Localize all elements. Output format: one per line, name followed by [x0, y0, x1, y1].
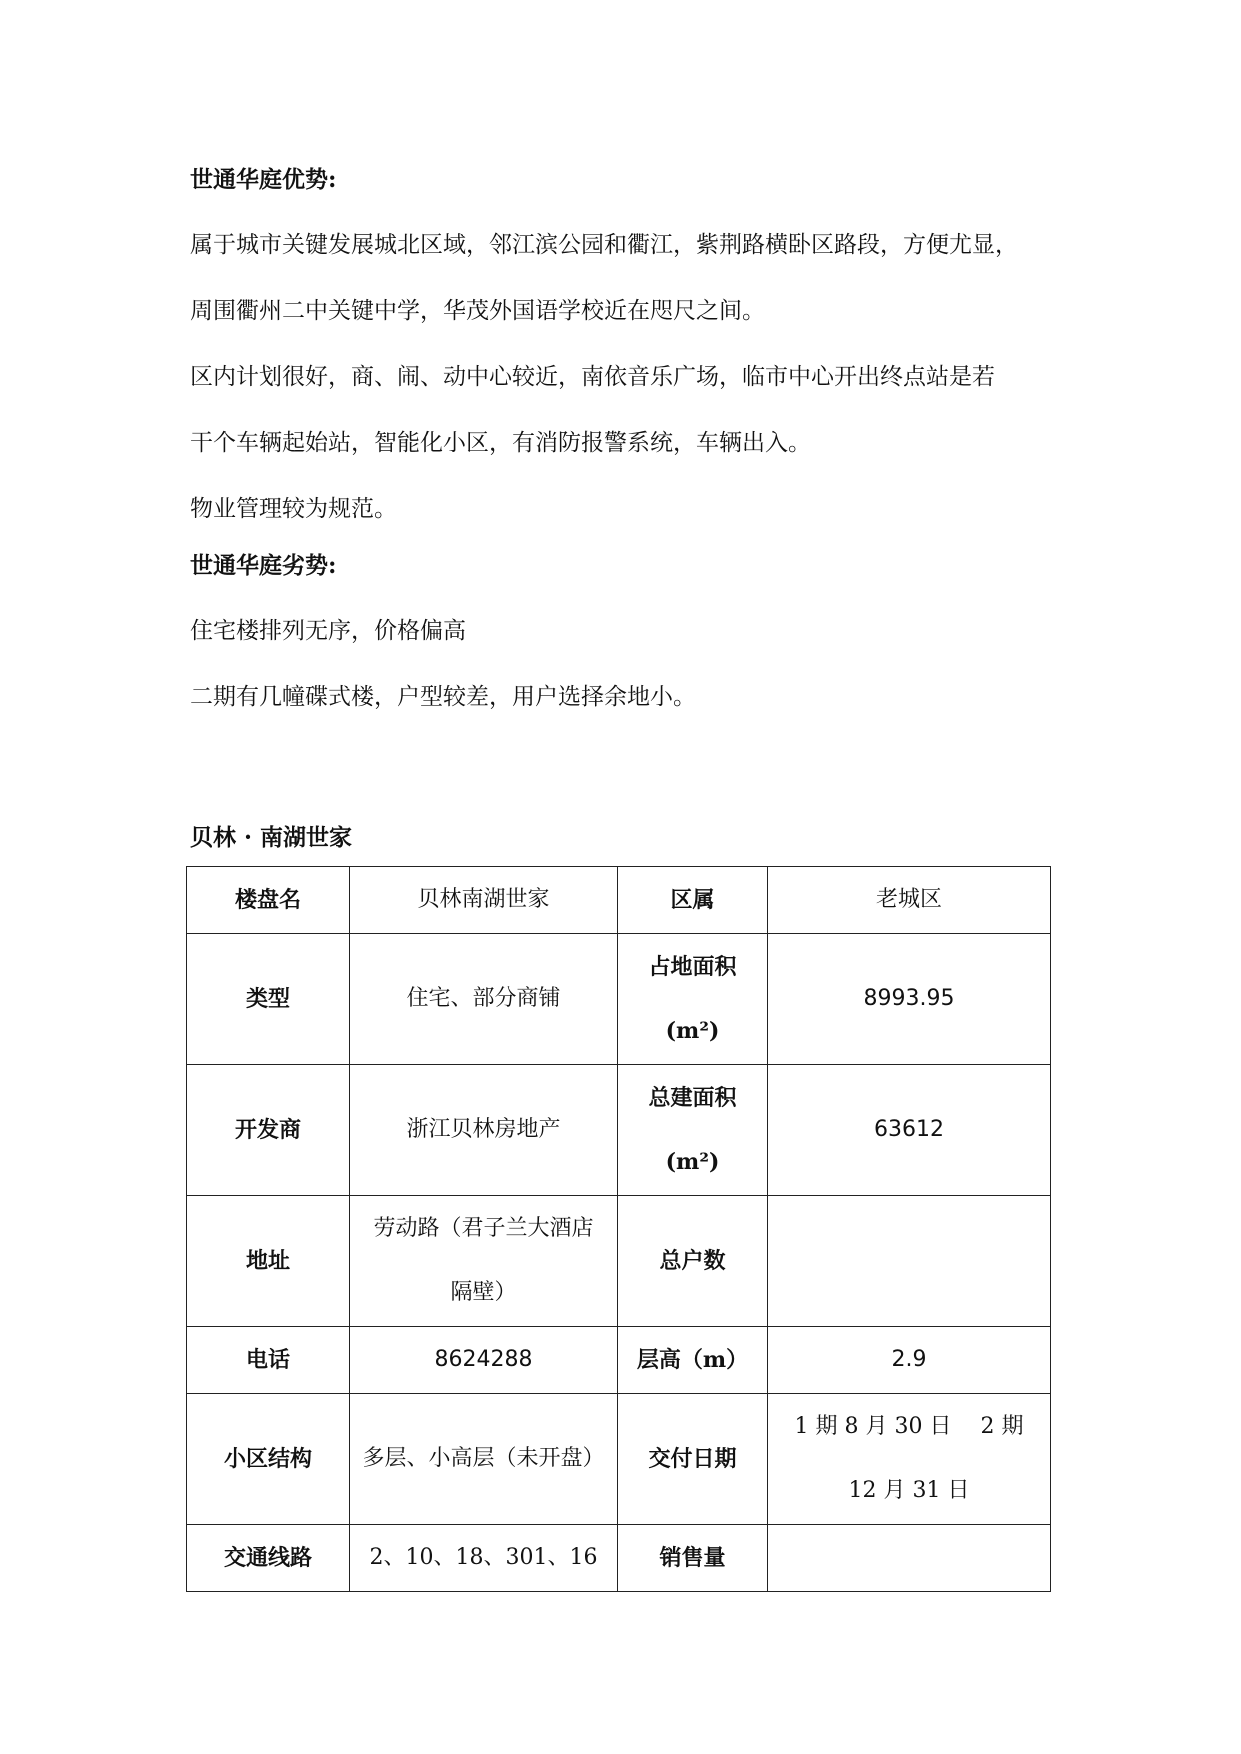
label-cell: 层高（m）: [618, 1327, 768, 1394]
label-cell: [618, 1065, 768, 1196]
advantage-paragraph: 周围衢州二中关键中学，华茂外国语学校近在咫尺之间。: [190, 298, 765, 324]
value-line: 12 月 31 日: [848, 1478, 970, 1503]
value-cell: [768, 1525, 1051, 1592]
disadvantage-paragraph: 住宅楼排列无序，价格偏高: [190, 618, 466, 644]
label-cell: 楼盘名: [187, 867, 350, 934]
table-row: [187, 1327, 1051, 1394]
value-cell: 2、10、18、301、16: [350, 1525, 618, 1592]
advantage-paragraph: 物业管理较为规范。: [190, 496, 397, 522]
value-line: 劳动路（君子兰大酒店: [373, 1216, 594, 1241]
disadvantage-paragraph: 二期有几幢碟式楼，户型较差，用户选择余地小。: [190, 684, 696, 710]
label-line: 总建面积: [648, 1085, 737, 1111]
value-cell: 2.9: [768, 1327, 1051, 1394]
value-cell: 住宅、部分商铺: [350, 934, 618, 1065]
value-cell: 多层、小高层（未开盘）: [350, 1394, 618, 1525]
value-cell: 8993.95: [768, 934, 1051, 1065]
value-cell: 浙江贝林房地产: [350, 1065, 618, 1196]
value-cell: 8624288: [350, 1327, 618, 1394]
value-cell: [768, 1394, 1051, 1525]
advantage-paragraph: 区内计划很好，商、闹、动中心较近，南依音乐广场，临市中心开出终点站是若: [190, 364, 995, 390]
project-info-table: [186, 866, 1051, 1592]
advantage-paragraph: 干个车辆起始站，智能化小区，有消防报警系统，车辆出入。: [190, 430, 811, 456]
table-row: [187, 934, 1051, 1065]
value-line: 1 期 8 月 30 日 2 期: [794, 1414, 1024, 1439]
label-line: 占地面积: [648, 954, 737, 980]
label-cell: 地址: [187, 1196, 350, 1327]
advantage-heading: 世通华庭优势:: [190, 166, 337, 193]
label-cell: 总户数: [618, 1196, 768, 1327]
project-title: 贝林 · 南湖世家: [190, 824, 353, 851]
label-cell: 小区结构: [187, 1394, 350, 1525]
label-cell: 交付日期: [618, 1394, 768, 1525]
table-row: [187, 1394, 1051, 1525]
table-row: [187, 1525, 1051, 1592]
label-cell: 开发商: [187, 1065, 350, 1196]
value-cell: 老城区: [768, 867, 1051, 934]
label-cell: 类型: [187, 934, 350, 1065]
label-unit: (m²): [665, 1149, 720, 1175]
table-row: [187, 867, 1051, 934]
content-area: [190, 166, 1070, 730]
label-cell: [618, 934, 768, 1065]
label-cell: 电话: [187, 1327, 350, 1394]
label-cell: 区属: [618, 867, 768, 934]
advantage-paragraph: 属于城市关键发展城北区域，邻江滨公园和衢江，紫荆路横卧区路段，方便尤显，: [190, 232, 1018, 258]
table-row: [187, 1196, 1051, 1327]
value-cell: 贝林南湖世家: [350, 867, 618, 934]
label-cell: 销售量: [618, 1525, 768, 1592]
value-cell: 63612: [768, 1065, 1051, 1196]
value-line: 隔壁）: [450, 1280, 517, 1305]
disadvantage-heading: 世通华庭劣势:: [190, 552, 337, 579]
value-cell: [350, 1196, 618, 1327]
label-cell: 交通线路: [187, 1525, 350, 1592]
table-row: [187, 1065, 1051, 1196]
value-cell: [768, 1196, 1051, 1327]
label-unit: (m²): [665, 1018, 720, 1044]
